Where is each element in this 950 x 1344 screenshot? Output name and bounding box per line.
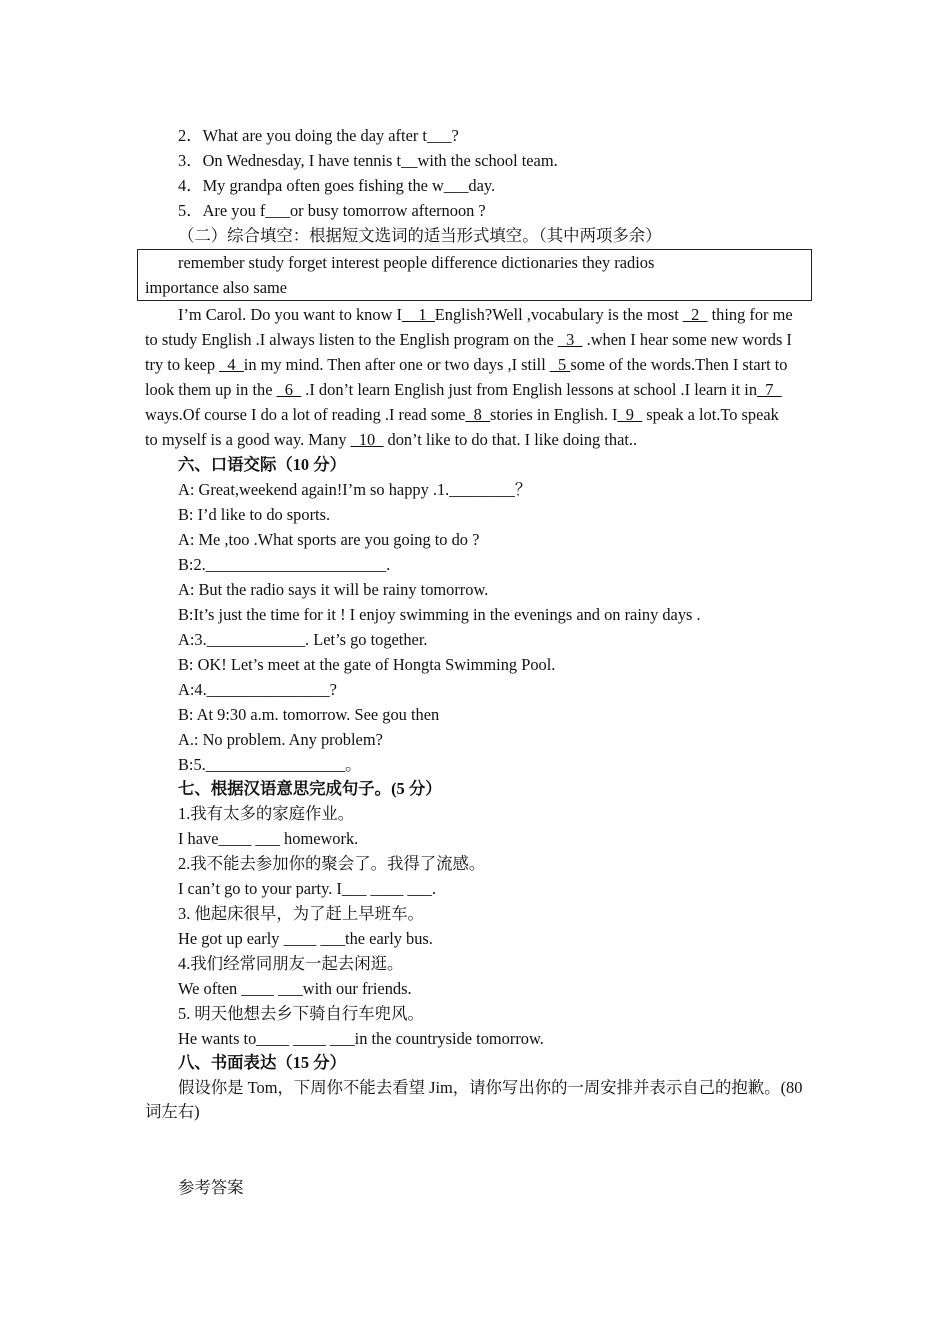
passage-text: to study English .I always listen to the English program on the [145, 330, 558, 349]
passage-line-4 [145, 379, 782, 401]
passage-line-5 [145, 404, 779, 426]
passage-text: I’m Carol. Do you want to know I [178, 305, 402, 324]
translation-line: He wants to____ ____ ___in the countryside tomorrow. [178, 1029, 544, 1048]
dialogue-line: B: OK! Let’s meet at the gate of Hongta Swimming Pool. [178, 655, 556, 674]
dialogue-line: B:5._________________。 [178, 755, 362, 774]
blank-3: _3_ [557, 330, 583, 349]
translation-line: 5. 明天他想去乡下骑自行车兜风。 [178, 1004, 424, 1023]
translation-line: 4.我们经常同朋友一起去闲逛。 [178, 954, 404, 973]
blank-2: _2_ [682, 305, 708, 324]
passage-text: stories in English. I [490, 405, 618, 424]
passage-line-2 [145, 329, 792, 351]
translation-line: 2.我不能去参加你的聚会了。我得了流感。 [178, 854, 486, 873]
blank-8: _8_ [465, 405, 491, 424]
passage-text: in my mind. Then after one or two days ,I still [243, 355, 550, 374]
translation-line: 1.我有太多的家庭作业。 [178, 804, 355, 823]
dialogue-line: B: I’d like to do sports. [178, 505, 331, 524]
answer-heading: 参考答案 [178, 1178, 244, 1197]
word-bank-line-2: importance also same [145, 278, 288, 297]
passage-text: English?Well ,vocabulary is the most [434, 305, 683, 324]
blank-7: _7_ [757, 380, 782, 399]
dialogue-line: A:3.____________. Let’s go together. [178, 630, 428, 649]
passage-line-6 [145, 429, 637, 451]
writing-prompt: 假设你是 Tom，下周你不能去看望 Jim，请你写出你的一周安排并表示自己的抱歉。(80 [178, 1078, 803, 1097]
passage-text: speak a lot.To speak [642, 405, 779, 424]
section-eight-title: 八、书面表达（15 分） [178, 1053, 347, 1072]
section-seven-title: 七、根据汉语意思完成句子。(5 分） [178, 779, 442, 798]
blank-9: _9_ [617, 405, 643, 424]
blank-5: _5 [549, 355, 571, 374]
passage-text: don’t like to do that. I like doing that.. [383, 430, 638, 449]
question-5: 5．Are you f___or busy tomorrow afternoon ? [178, 201, 486, 220]
translation-line: He got up early ____ ___the early bus. [178, 929, 433, 948]
writing-prompt-cont: 词左右) [145, 1102, 200, 1121]
dialogue-line: B:2.______________________. [178, 555, 391, 574]
passage-line-1 [178, 304, 793, 326]
dialogue-line: A:4._______________? [178, 680, 337, 699]
passage-text: .when I hear some new words I [582, 330, 792, 349]
blank-1: __1_ [401, 305, 435, 324]
translation-line: I can’t go to your party. I___ ____ ___. [178, 879, 437, 898]
translation-line: 3. 他起床很早，为了赶上早班车。 [178, 904, 424, 923]
passage-text: .I don’t learn English just from English lessons at school .I learn it in [301, 380, 758, 399]
blank-10: _10_ [350, 430, 384, 449]
passage-text: try to keep [145, 355, 220, 374]
question-3: 3．On Wednesday, I have tennis t__with the school team. [178, 151, 558, 170]
section-two-title: （二）综合填空：根据短文选词的适当形式填空。（其中两项多余） [178, 226, 662, 245]
passage-text: thing for me [707, 305, 793, 324]
question-4: 4．My grandpa often goes fishing the w___day. [178, 176, 496, 195]
passage-text: ways.Of course I do a lot of reading .I read some [145, 405, 466, 424]
passage-line-3 [145, 354, 788, 376]
passage-text: some of the words.Then I start to [570, 355, 788, 374]
question-2: 2．What are you doing the day after t___? [178, 126, 459, 145]
section-six-title: 六、口语交际（10 分） [178, 455, 347, 474]
passage-text: to myself is a good way. Many [145, 430, 351, 449]
translation-line: We often ____ ___with our friends. [178, 979, 412, 998]
dialogue-line: A: Great,weekend again!I’m so happy .1.________？ [178, 480, 532, 499]
dialogue-line: A: Me ,too .What sports are you going to do ? [178, 530, 480, 549]
blank-6: _6_ [276, 380, 302, 399]
dialogue-line: A: But the radio says it will be rainy tomorrow. [178, 580, 489, 599]
dialogue-line: A.: No problem. Any problem? [178, 730, 383, 749]
dialogue-line: B:It’s just the time for it ! I enjoy swimming in the evenings and on rainy days . [178, 605, 701, 624]
translation-line: I have____ ___ homework. [178, 829, 359, 848]
word-bank-line-1: remember study forget interest people difference dictionaries they radios [178, 253, 655, 272]
blank-4: _4_ [219, 355, 244, 374]
dialogue-line: B: At 9:30 a.m. tomorrow. See gou then [178, 705, 440, 724]
passage-text: look them up in the [145, 380, 277, 399]
